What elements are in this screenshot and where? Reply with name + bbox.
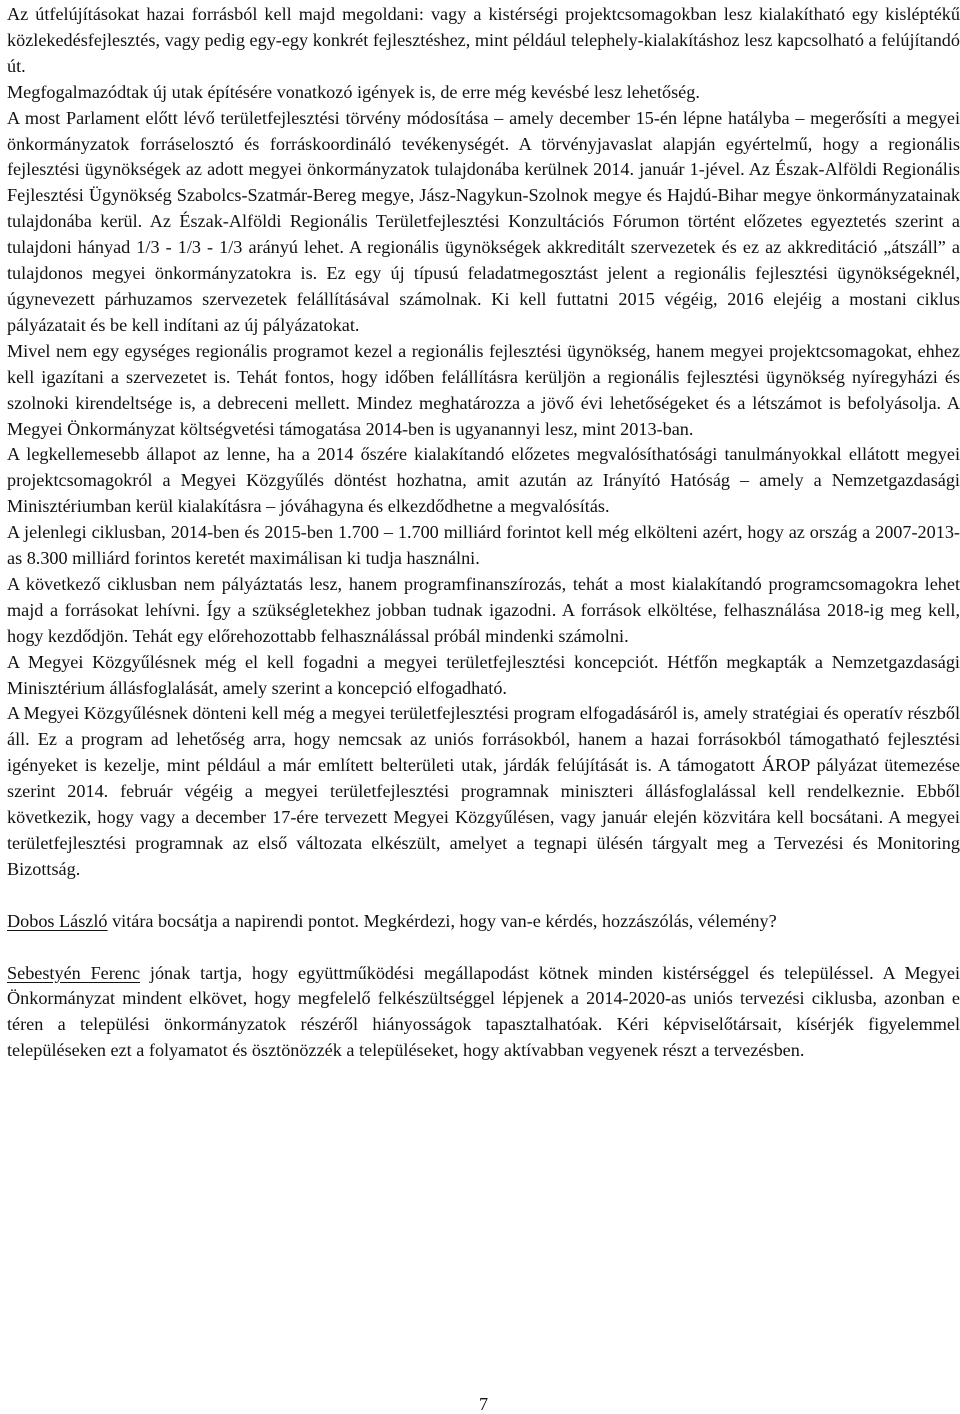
paragraph-spacer: [7, 883, 960, 909]
paragraph-development-concept: A Megyei Közgyűlésnek még el kell fogadni a megyei területfejlesztési koncepciót. Hétfőn megkapták a Nemzetgazdasági Minisztérium állásfoglalását, amely szerint a koncepció elfogadható.: [7, 651, 960, 698]
speaker-name: Sebestyén Ferenc: [7, 962, 141, 983]
speech-paragraph: [7, 961, 960, 1065]
page-number: 7: [478, 1394, 489, 1414]
paragraph-new-roads: Megfogalmazódtak új utak építésére vonatkozó igények is, de erre még kevésbé lesz lehetőség.: [7, 81, 700, 102]
speech-paragraph: [7, 909, 960, 935]
paragraph-agency-organization: Mivel nem egy egységes regionális programot kezel a regionális fejlesztési ügynökség, hanem megyei projektcsomagokat, ehhez kell igazítani a szervezetet is. Tehát fontos, hogy időben felállításra kerüljön a regionális fejlesztési ügynökség nyíregyházi és szolnoki kirendeltsége is, a debreceni mellett. Mindez meghatározza a jövő évi lehetőségeket és a létszámot is befolyásolja. A Megyei Önkormányzat költségvetési támogatása 2014-ben is ugyanannyi lesz, mint 2013-ban.: [7, 340, 960, 439]
paragraph-spacer: [7, 935, 960, 961]
speech-text: vitára bocsátja a napirendi pontot. Megkérdezi, hogy van-e kérdés, hozzászólás, vélemény?: [107, 910, 777, 931]
paragraph-next-cycle: A következő ciklusban nem pályáztatás lesz, hanem programfinanszírozás, tehát a most kialakítandó programcsomagokra lehet majd a forrásokat lehívni. Így a szükségletekhez jobban tudnak igazodni. A források elköltése, felhasználása 2018-ig meg kell, hogy kezdődjön. Tehát egy előrehozottabb felhasználással próbál mindenki számolni.: [7, 573, 960, 646]
paragraph-road-renovation: Az útfelújításokat hazai forrásból kell majd megoldani: vagy a kistérségi projektcsomagokban lesz kialakítható egy kisléptékű közlekedésfejlesztés, vagy pedig egy-egy konkrét fejlesztéshez, mint például telephely-kialakításhoz lesz kapcsolható a felújítandó út.: [7, 4, 960, 76]
speaker-name: Dobos László: [7, 910, 108, 931]
document-page: [7, 0, 960, 1414]
document-body: [7, 2, 960, 1064]
paragraph-feasibility-studies: A legkellemesebb állapot az lenne, ha a 2014 őszére kialakítandó előzetes megvalósíthatósági tanulmányokkal ellátott megyei projektcsomagokról a Megyei Közgyűlés döntést hozhatna, amit azután az Irányító Hatóság – amely a Nemzetgazdasági Minisztériumban kerül kialakításra – jóváhagyna és elkezdődhetne a megvalósítás.: [7, 444, 960, 517]
speech-text: jónak tartja, hogy együttműködési megállapodást kötnek minden kistérséggel és településsel. A Megyei Önkormányzat mindent elkövet, hogy megfelelő felkészültséggel lépjenek a 2014-2020-as uniós tervezési ciklusba, azonban e téren a települési önkormányzatok részéről hiányosságok tapasztalhatóak. Kéri képviselőtársait, kísérjék figyelemmel településeken ezt a folyamatot és ösztönözzék a településeket, hogy aktívabban vegyenek részt a tervezésben.: [7, 962, 960, 1061]
paragraph-development-program: A Megyei Közgyűlésnek dönteni kell még a megyei területfejlesztési program elfogadásáról is, amely stratégiai és operatív részből áll. Ez a program ad lehetőség arra, hogy nemcsak az uniós forrásokból, hanem a hazai forrásokból támogatható fejlesztési igényeket is kezelje, mint például a már említett belterületi utak, járdák felújítását is. A támogatott ÁROP pályázat ütemezése szerint 2014. február végéig a megyei területfejlesztési programnak miniszteri állásfoglalással kell rendelkeznie. Ebből következik, hogy vagy a december 17-ére tervezett Megyei Közgyűlésen, vagy január elején közvitára kell bocsátani. A megyei területfejlesztési programnak az első változata elkészült, amelyet a tegnapi ülésén tárgyalt meg a Tervezési és Monitoring Bizottság.: [7, 703, 960, 879]
paragraph-current-cycle-funds: A jelenlegi ciklusban, 2014-ben és 2015-ben 1.700 – 1.700 milliárd forintot kell még elkölteni azért, hogy az ország a 2007-2013-as 8.300 milliárd forintos keretét maximálisan ki tudja használni.: [7, 522, 960, 569]
paragraph-law-amendment: A most Parlament előtt lévő területfejlesztési törvény módosítása – amely december 15-én lépne hatályba – megerősíti a megyei önkormányzatok forráselosztó és forráskoordináló tevékenységét. A törvényjavaslat alapján egyértelmű, hogy a regionális fejlesztési ügynökségek az adott megyei önkormányzatok tulajdonába kerülnek 2014. január 1-jével. Az Észak-Alföldi Regionális Fejlesztési Ügynökség Szabolcs-Szatmár-Bereg megye, Jász-Nagykun-Szolnok megye és Hajdú-Bihar megye önkormányzatainak tulajdonába kerül. Az Észak-Alföldi Regionális Területfejlesztési Konzultációs Fórumon történt előzetes egyeztetés szerint a tulajdoni hányad 1/3 - 1/3 - 1/3 arányú lehet. A regionális ügynökségek akkreditált szervezetek és ez az akkreditáció „átszáll” a tulajdonos megyei önkormányzatokra is. Ez egy új típusú feladatmegosztást jelent a regionális fejlesztési ügynökségeknél, úgynevezett párhuzamos szervezetek felállításával számolnak. Ki kell futtatni 2015 végéig, 2016 elejéig a mostani ciklus pályázatait és be kell indítani az új pályázatokat.: [7, 107, 960, 335]
